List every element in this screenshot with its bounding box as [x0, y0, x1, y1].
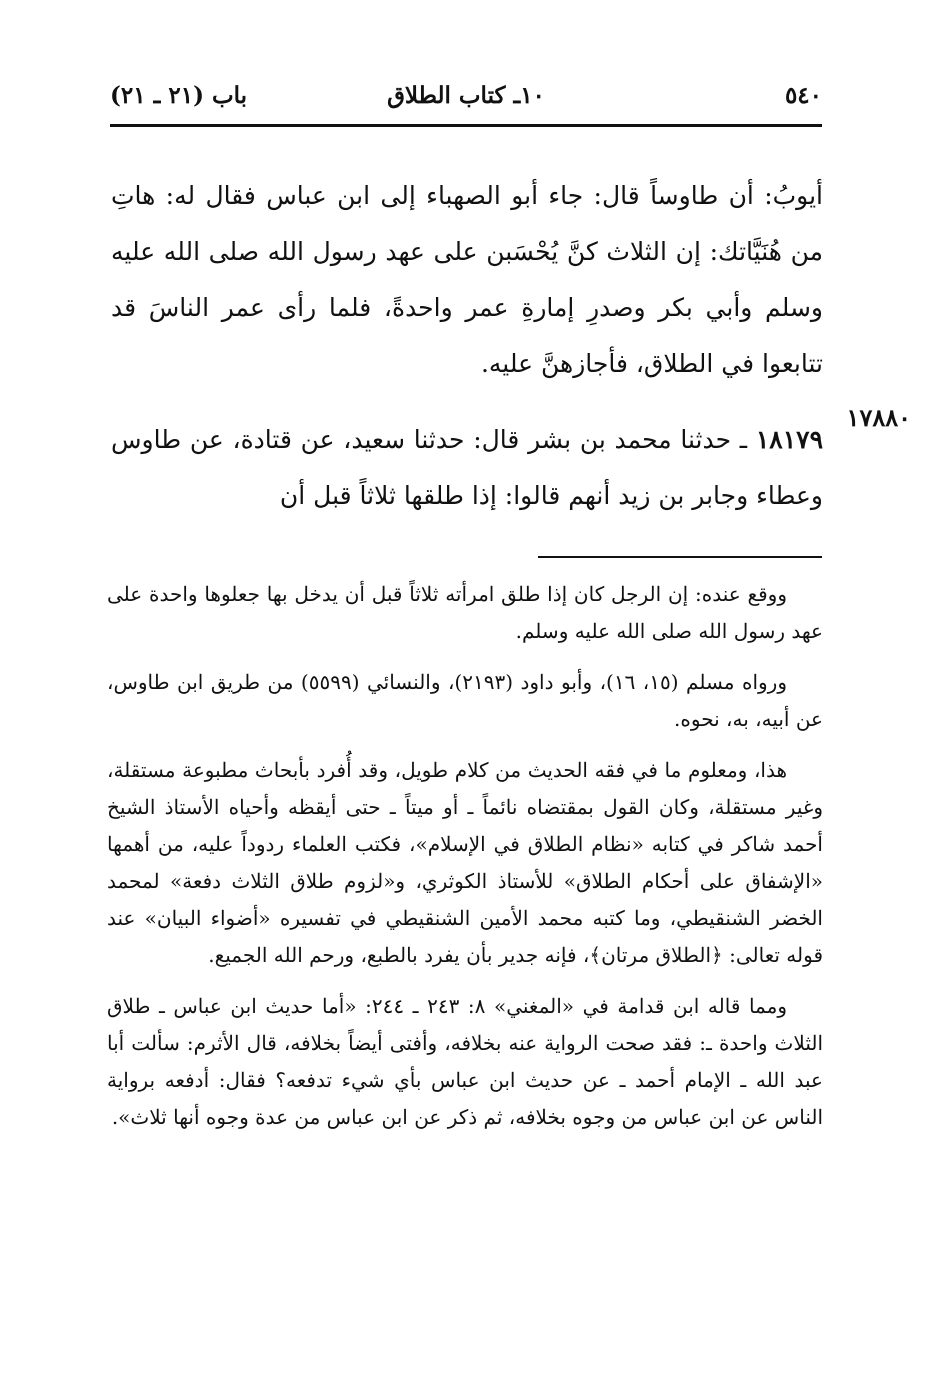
footnote-paragraph: هذا، ومعلوم ما في فقه الحديث من كلام طويل، وقد أُفرد بأبحاث مطبوعة مستقلة، وغير مستقلة، وكان القول بمقتضاه نائماً ـ أو ميتاً ـ حتى أيقظه وأحياه الأستاذ الشيخ أحمد شاكر في كتابه «نظام الطلاق في الإسلام»، فكتب العلماء ردوداً عليه، من أهمها «الإشفاق على أحكام الطلاق» للأستاذ الكوثري، و«لزوم طلاق الثلاث دفعة» لمحمد الخضر الشنقيطي، وما كتبه محمد الأمين الشنقيطي في تفسيره «أضواء البيان» عند قوله تعالى: ﴿الطلاق مرتان﴾، فإنه جدير بأن يفرد بالطبع، ورحم الله الجميع.	[107, 758, 823, 967]
running-header	[110, 78, 822, 118]
footnotes	[107, 576, 823, 1150]
footnote-paragraph: ورواه مسلم (١٥، ١٦)، وأبو داود (٢١٩٣)، والنسائي (٥٥٩٩) من طريق ابن طاوس، عن أبيه، به، نحوه.	[107, 670, 823, 731]
chapter-reference: باب (٢١ ـ ٢١)	[110, 82, 248, 109]
main-text	[111, 168, 823, 524]
footnote-paragraph: ومما قاله ابن قدامة في «المغني» ٨: ٢٤٣ ـ ٢٤٤: «أما حديث ابن عباس ـ طلاق الثلاث واحدة ـ: فقد صحت الرواية عنه بخلافه، وأفتى أيضاً بخلافه، قال الأثرم: سألت أبا عبد الله ـ الإمام أحمد ـ عن حديث ابن عباس بأي شيء تدفعه؟ فقال: أدفعه برواية الناس عن ابن عباس من وجوه بخلافه، ثم ذكر عن ابن عباس من عدة وجوه أنها ثلاث».	[107, 994, 823, 1129]
hadith-text: ـ حدثنا محمد بن بشر قال: حدثنا سعيد، عن قتادة، عن طاوس وعطاء وجابر بن زيد أنهم قالوا: إذا طلقها ثلاثاً قبل أن	[111, 425, 823, 510]
hadith-paragraph	[111, 412, 823, 524]
hadith-number: ١٨١٧٩	[755, 425, 823, 454]
header-rule	[110, 124, 822, 127]
footnote-rule	[538, 556, 822, 558]
book-title: ١٠ـ كتاب الطلاق	[387, 82, 545, 109]
footnote-paragraph: ووقع عنده: إن الرجل كان إذا طلق امرأته ثلاثاً قبل أن يدخل بها جعلوها واحدة على عهد رسول الله صلى الله عليه وسلم.	[107, 582, 823, 643]
margin-number: ١٧٨٨٠	[846, 403, 911, 432]
page-number: ٥٤٠	[784, 82, 822, 109]
main-paragraph: أيوبُ: أن طاوساً قال: جاء أبو الصهباء إلى ابن عباس فقال له: هاتِ من هُنَيَّاتك: إن الثلاث كنَّ يُحْسَبن على عهد رسول الله صلى الله عليه وسلم وأبي بكر وصدرِ إمارةِ عمر واحدةً، فلما رأى عمر الناسَ قد تتابعوا في الطلاق، فأجازهنَّ عليه.	[111, 181, 823, 378]
